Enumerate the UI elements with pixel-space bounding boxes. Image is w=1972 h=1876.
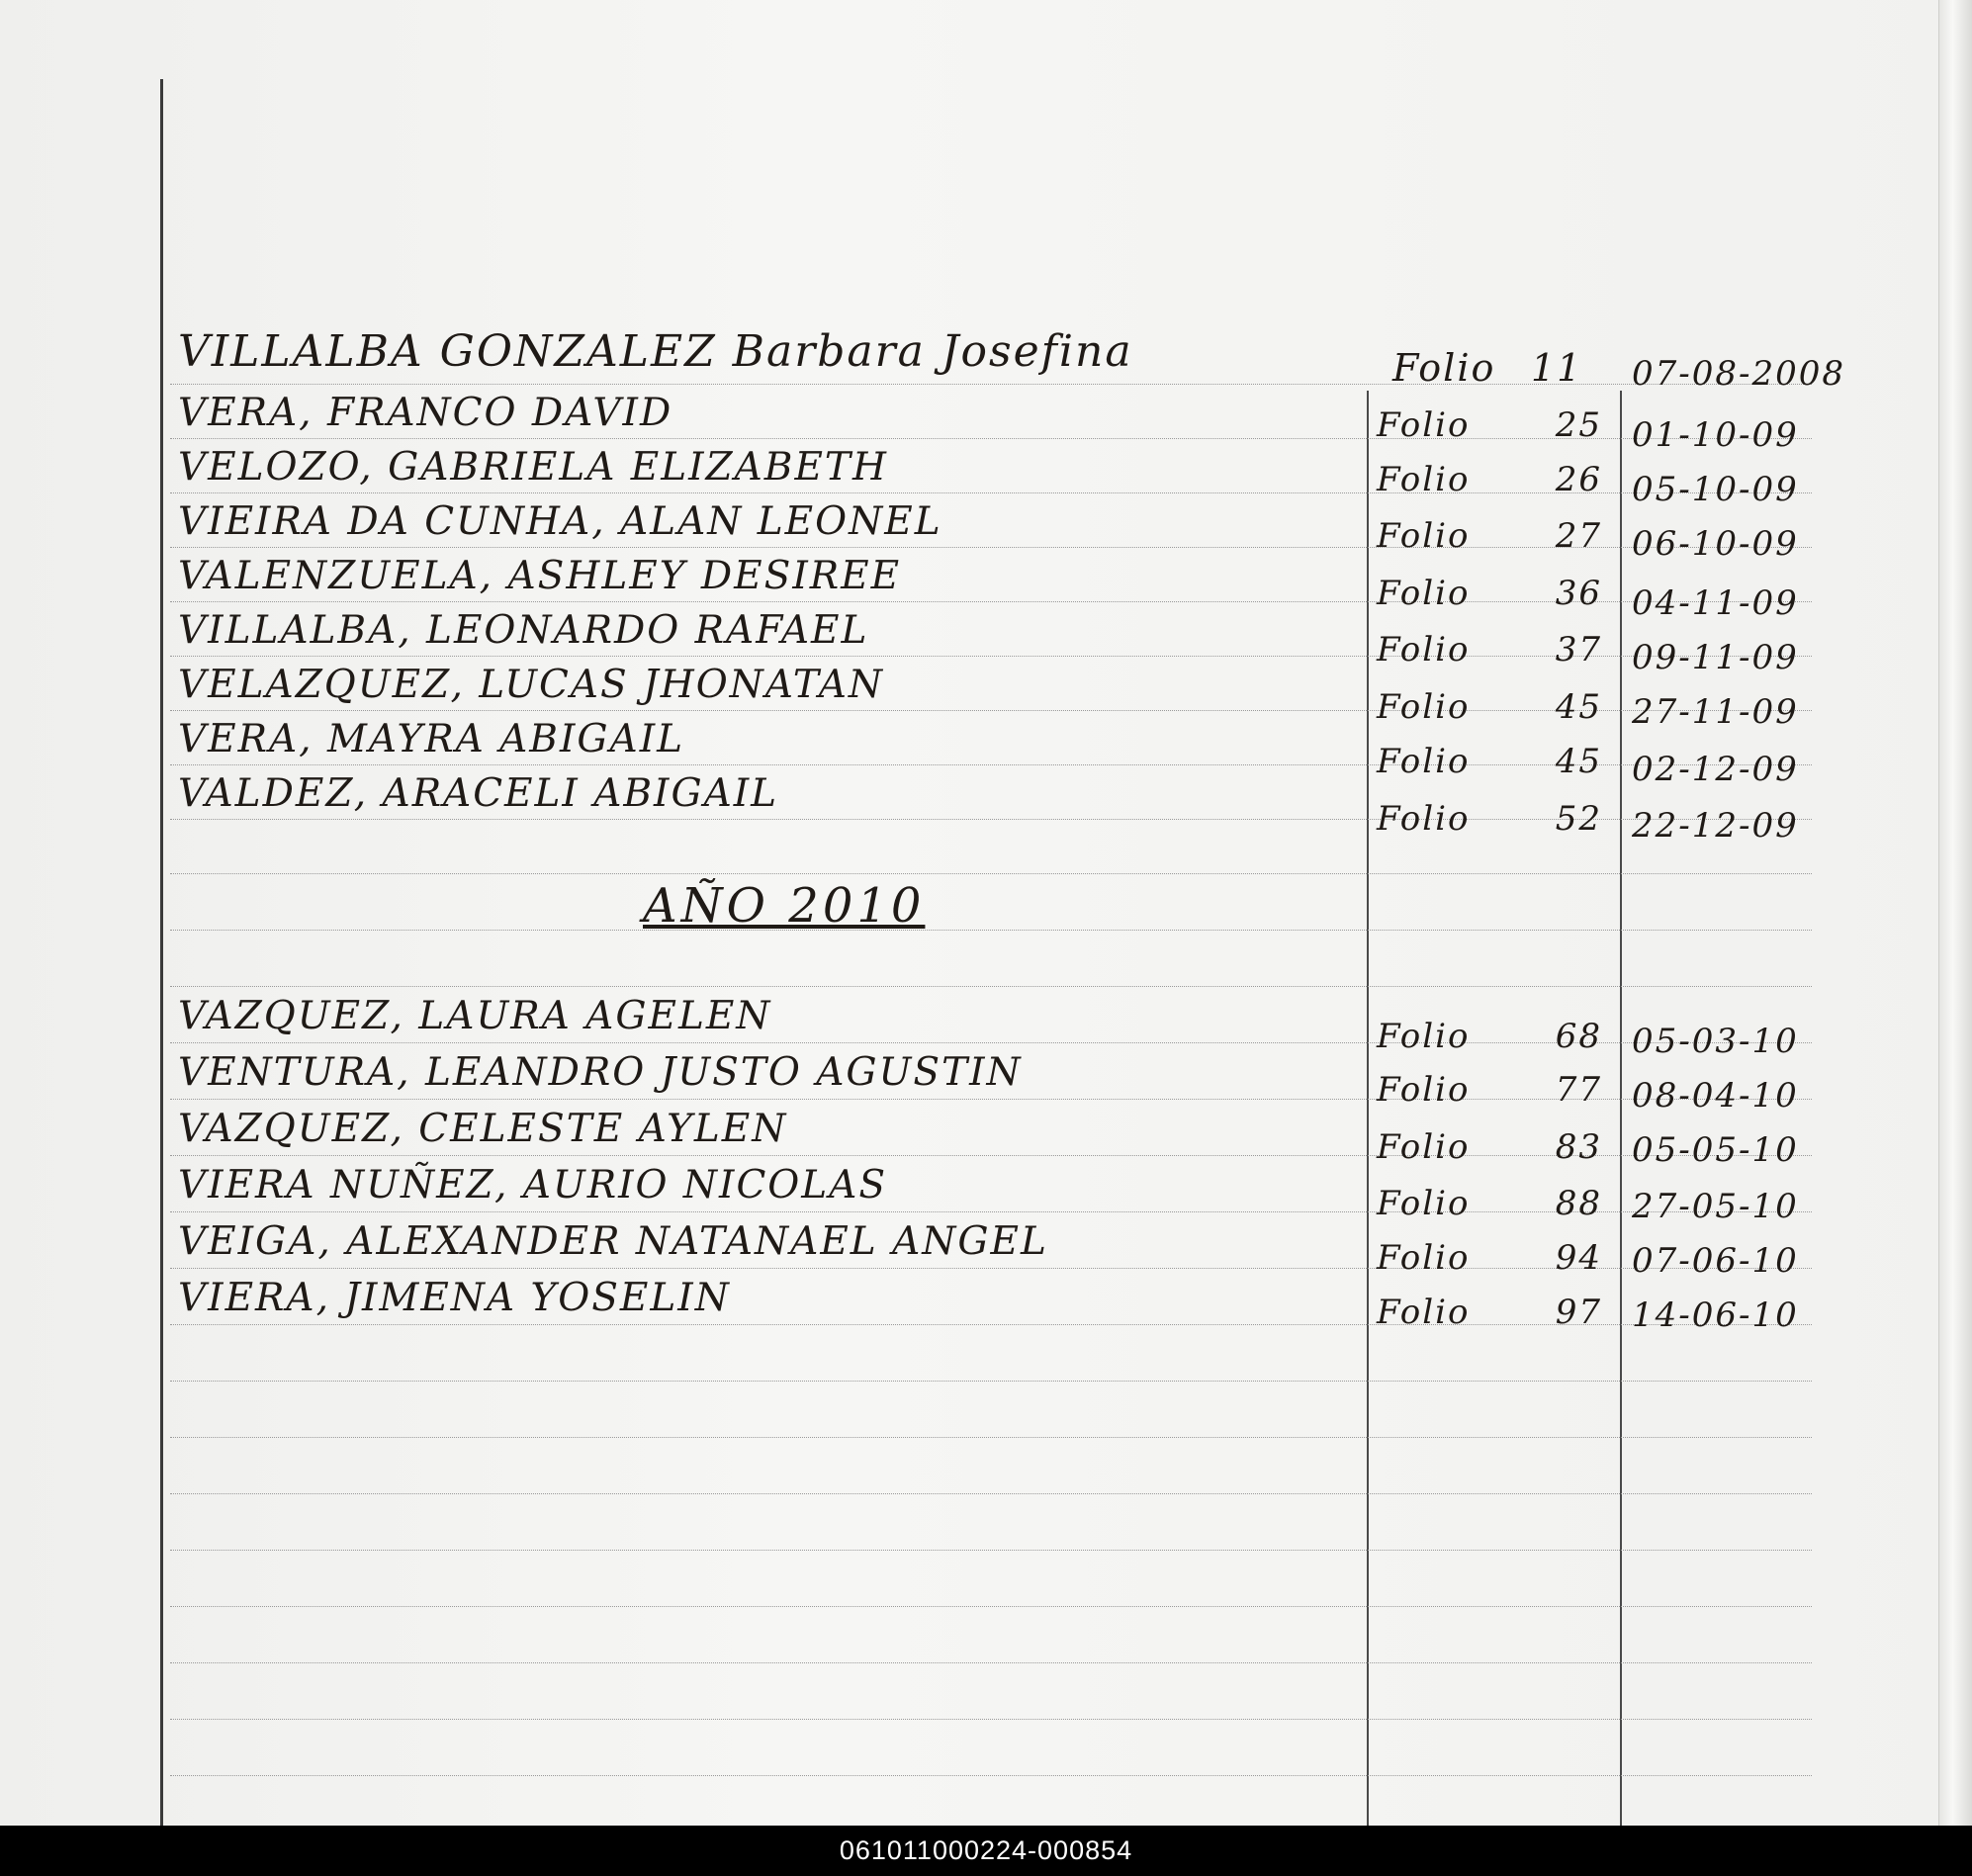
entry-folio-label: Folio bbox=[1377, 799, 1471, 839]
entry-folio-label: Folio bbox=[1377, 1127, 1471, 1167]
entry-date: 14-06-10 bbox=[1632, 1295, 1799, 1335]
entry-folio-label: Folio bbox=[1377, 405, 1471, 445]
ruled-line bbox=[170, 1719, 1812, 1720]
entry-folio-label: Folio bbox=[1377, 1184, 1471, 1223]
entry-date: 27-05-10 bbox=[1632, 1187, 1799, 1226]
ruled-line bbox=[170, 1662, 1812, 1663]
entry-name: VIERA, JIMENA YOSELIN bbox=[178, 1276, 731, 1320]
entry-date: 22-12-09 bbox=[1632, 806, 1799, 846]
entry-folio-number: 11 bbox=[1531, 346, 1583, 390]
entry-date: 27-11-09 bbox=[1632, 692, 1799, 732]
ruled-line bbox=[170, 986, 1812, 987]
ruled-line bbox=[170, 1606, 1812, 1607]
entry-folio-number: 37 bbox=[1555, 630, 1602, 670]
entry-date: 05-03-10 bbox=[1632, 1022, 1799, 1061]
entry-name: VEIGA, ALEXANDER NATANAEL ANGEL bbox=[178, 1219, 1048, 1264]
entry-folio-label: Folio bbox=[1377, 1238, 1471, 1278]
ruled-line bbox=[170, 873, 1812, 874]
entry-name: VERA, MAYRA ABIGAIL bbox=[178, 717, 684, 761]
ruled-line bbox=[170, 1550, 1812, 1551]
entry-folio-label: Folio bbox=[1377, 1017, 1471, 1056]
entry-folio-number: 26 bbox=[1555, 460, 1602, 499]
entry-folio-label: Folio bbox=[1377, 742, 1471, 781]
entry-folio-number: 77 bbox=[1555, 1070, 1602, 1110]
entry-folio-number: 94 bbox=[1555, 1238, 1602, 1278]
entry-folio-number: 68 bbox=[1555, 1017, 1602, 1056]
entry-date: 04-11-09 bbox=[1632, 583, 1799, 623]
entry-folio-number: 27 bbox=[1555, 516, 1602, 556]
entry-name: VALDEZ, ARACELI ABIGAIL bbox=[178, 771, 779, 816]
section-title: AÑO 2010 bbox=[643, 878, 926, 934]
entry-name: VELAZQUEZ, LUCAS JHONATAN bbox=[178, 663, 885, 707]
folio-column-divider bbox=[1367, 391, 1369, 1826]
entry-folio-label: Folio bbox=[1392, 346, 1496, 390]
entry-folio-number: 97 bbox=[1555, 1293, 1602, 1332]
ruled-line bbox=[170, 1437, 1812, 1438]
entry-date: 06-10-09 bbox=[1632, 524, 1799, 564]
entry-date: 01-10-09 bbox=[1632, 415, 1799, 455]
ruled-line bbox=[170, 1493, 1812, 1494]
entry-name: VELOZO, GABRIELA ELIZABETH bbox=[178, 445, 888, 490]
page-edge bbox=[1938, 0, 1972, 1826]
scan-id-footer: 061011000224-000854 bbox=[0, 1826, 1972, 1876]
entry-name: VILLALBA GONZALEZ Barbara Josefina bbox=[178, 326, 1133, 377]
entry-date: 08-04-10 bbox=[1632, 1076, 1799, 1116]
entry-name: VAZQUEZ, CELESTE AYLEN bbox=[178, 1107, 788, 1151]
entry-folio-number: 45 bbox=[1555, 742, 1602, 781]
entry-date: 05-10-09 bbox=[1632, 470, 1799, 509]
entry-folio-number: 36 bbox=[1555, 574, 1602, 613]
entry-folio-label: Folio bbox=[1377, 516, 1471, 556]
entry-name: VALENZUELA, ASHLEY DESIREE bbox=[178, 554, 902, 598]
entry-date: 05-05-10 bbox=[1632, 1130, 1799, 1170]
ruled-line bbox=[170, 930, 1812, 931]
entry-folio-label: Folio bbox=[1377, 460, 1471, 499]
entry-date: 07-06-10 bbox=[1632, 1241, 1799, 1281]
entry-name: VILLALBA, LEONARDO RAFAEL bbox=[178, 608, 869, 653]
entry-name: VAZQUEZ, LAURA AGELEN bbox=[178, 994, 772, 1038]
ruled-line bbox=[170, 1381, 1812, 1382]
entry-name: VIERA NUÑEZ, AURIO NICOLAS bbox=[178, 1163, 888, 1207]
ruled-line bbox=[170, 1775, 1812, 1776]
entry-date: 02-12-09 bbox=[1632, 750, 1799, 789]
entry-name: VENTURA, LEANDRO JUSTO AGUSTIN bbox=[178, 1050, 1023, 1095]
entry-folio-label: Folio bbox=[1377, 1293, 1471, 1332]
entry-folio-number: 88 bbox=[1555, 1184, 1602, 1223]
entry-folio-label: Folio bbox=[1377, 574, 1471, 613]
entry-folio-number: 52 bbox=[1555, 799, 1602, 839]
entry-folio-label: Folio bbox=[1377, 630, 1471, 670]
entry-date: 09-11-09 bbox=[1632, 638, 1799, 677]
entry-folio-number: 45 bbox=[1555, 687, 1602, 727]
entry-date: 07-08-2008 bbox=[1632, 354, 1846, 394]
entry-name: VERA, FRANCO DAVID bbox=[178, 391, 673, 435]
entry-folio-label: Folio bbox=[1377, 1070, 1471, 1110]
entry-name: VIEIRA DA CUNHA, ALAN LEONEL bbox=[178, 499, 942, 544]
entry-folio-number: 83 bbox=[1555, 1127, 1602, 1167]
date-column-divider bbox=[1620, 391, 1622, 1826]
margin-line bbox=[160, 79, 163, 1826]
entry-folio-number: 25 bbox=[1555, 405, 1602, 445]
entry-folio-label: Folio bbox=[1377, 687, 1471, 727]
